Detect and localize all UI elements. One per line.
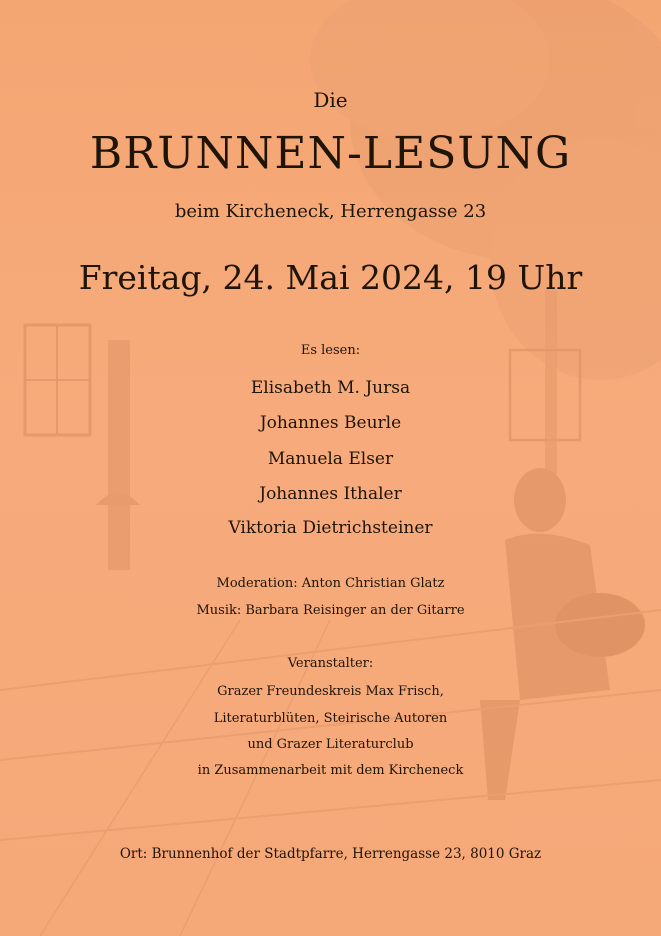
event-date: Freitag, 24. Mai 2024, 19 Uhr — [78, 258, 583, 297]
organizer-line: Literaturblüten, Steirische Autoren — [213, 711, 448, 726]
reader-name: Johannes Beurle — [259, 413, 402, 433]
music-credit: Musik: Barbara Reisinger an der Gitarre — [196, 603, 465, 618]
organizers-heading: Veranstalter: — [287, 656, 374, 671]
reader-name: Manuela Elser — [267, 449, 394, 469]
event-title: BRUNNEN-LESUNG — [89, 128, 572, 179]
organizer-line: Grazer Freundeskreis Max Frisch, — [217, 684, 444, 699]
organizer-line: und Grazer Literaturclub — [247, 737, 414, 752]
reader-name: Johannes Ithaler — [259, 484, 402, 504]
reader-name: Viktoria Dietrichsteiner — [228, 518, 433, 538]
venue-address: Ort: Brunnenhof der Stadtpfarre, Herrengasse 23, 8010 Graz — [119, 846, 542, 862]
organizer-line: in Zusammenarbeit mit dem Kircheneck — [197, 763, 464, 778]
reader-name: Elisabeth M. Jursa — [250, 378, 411, 398]
readers-intro: Es lesen: — [300, 343, 361, 358]
pre-title: Die — [313, 88, 348, 112]
moderation-credit: Moderation: Anton Christian Glatz — [216, 576, 445, 591]
event-location: beim Kircheneck, Herrengasse 23 — [174, 201, 487, 222]
